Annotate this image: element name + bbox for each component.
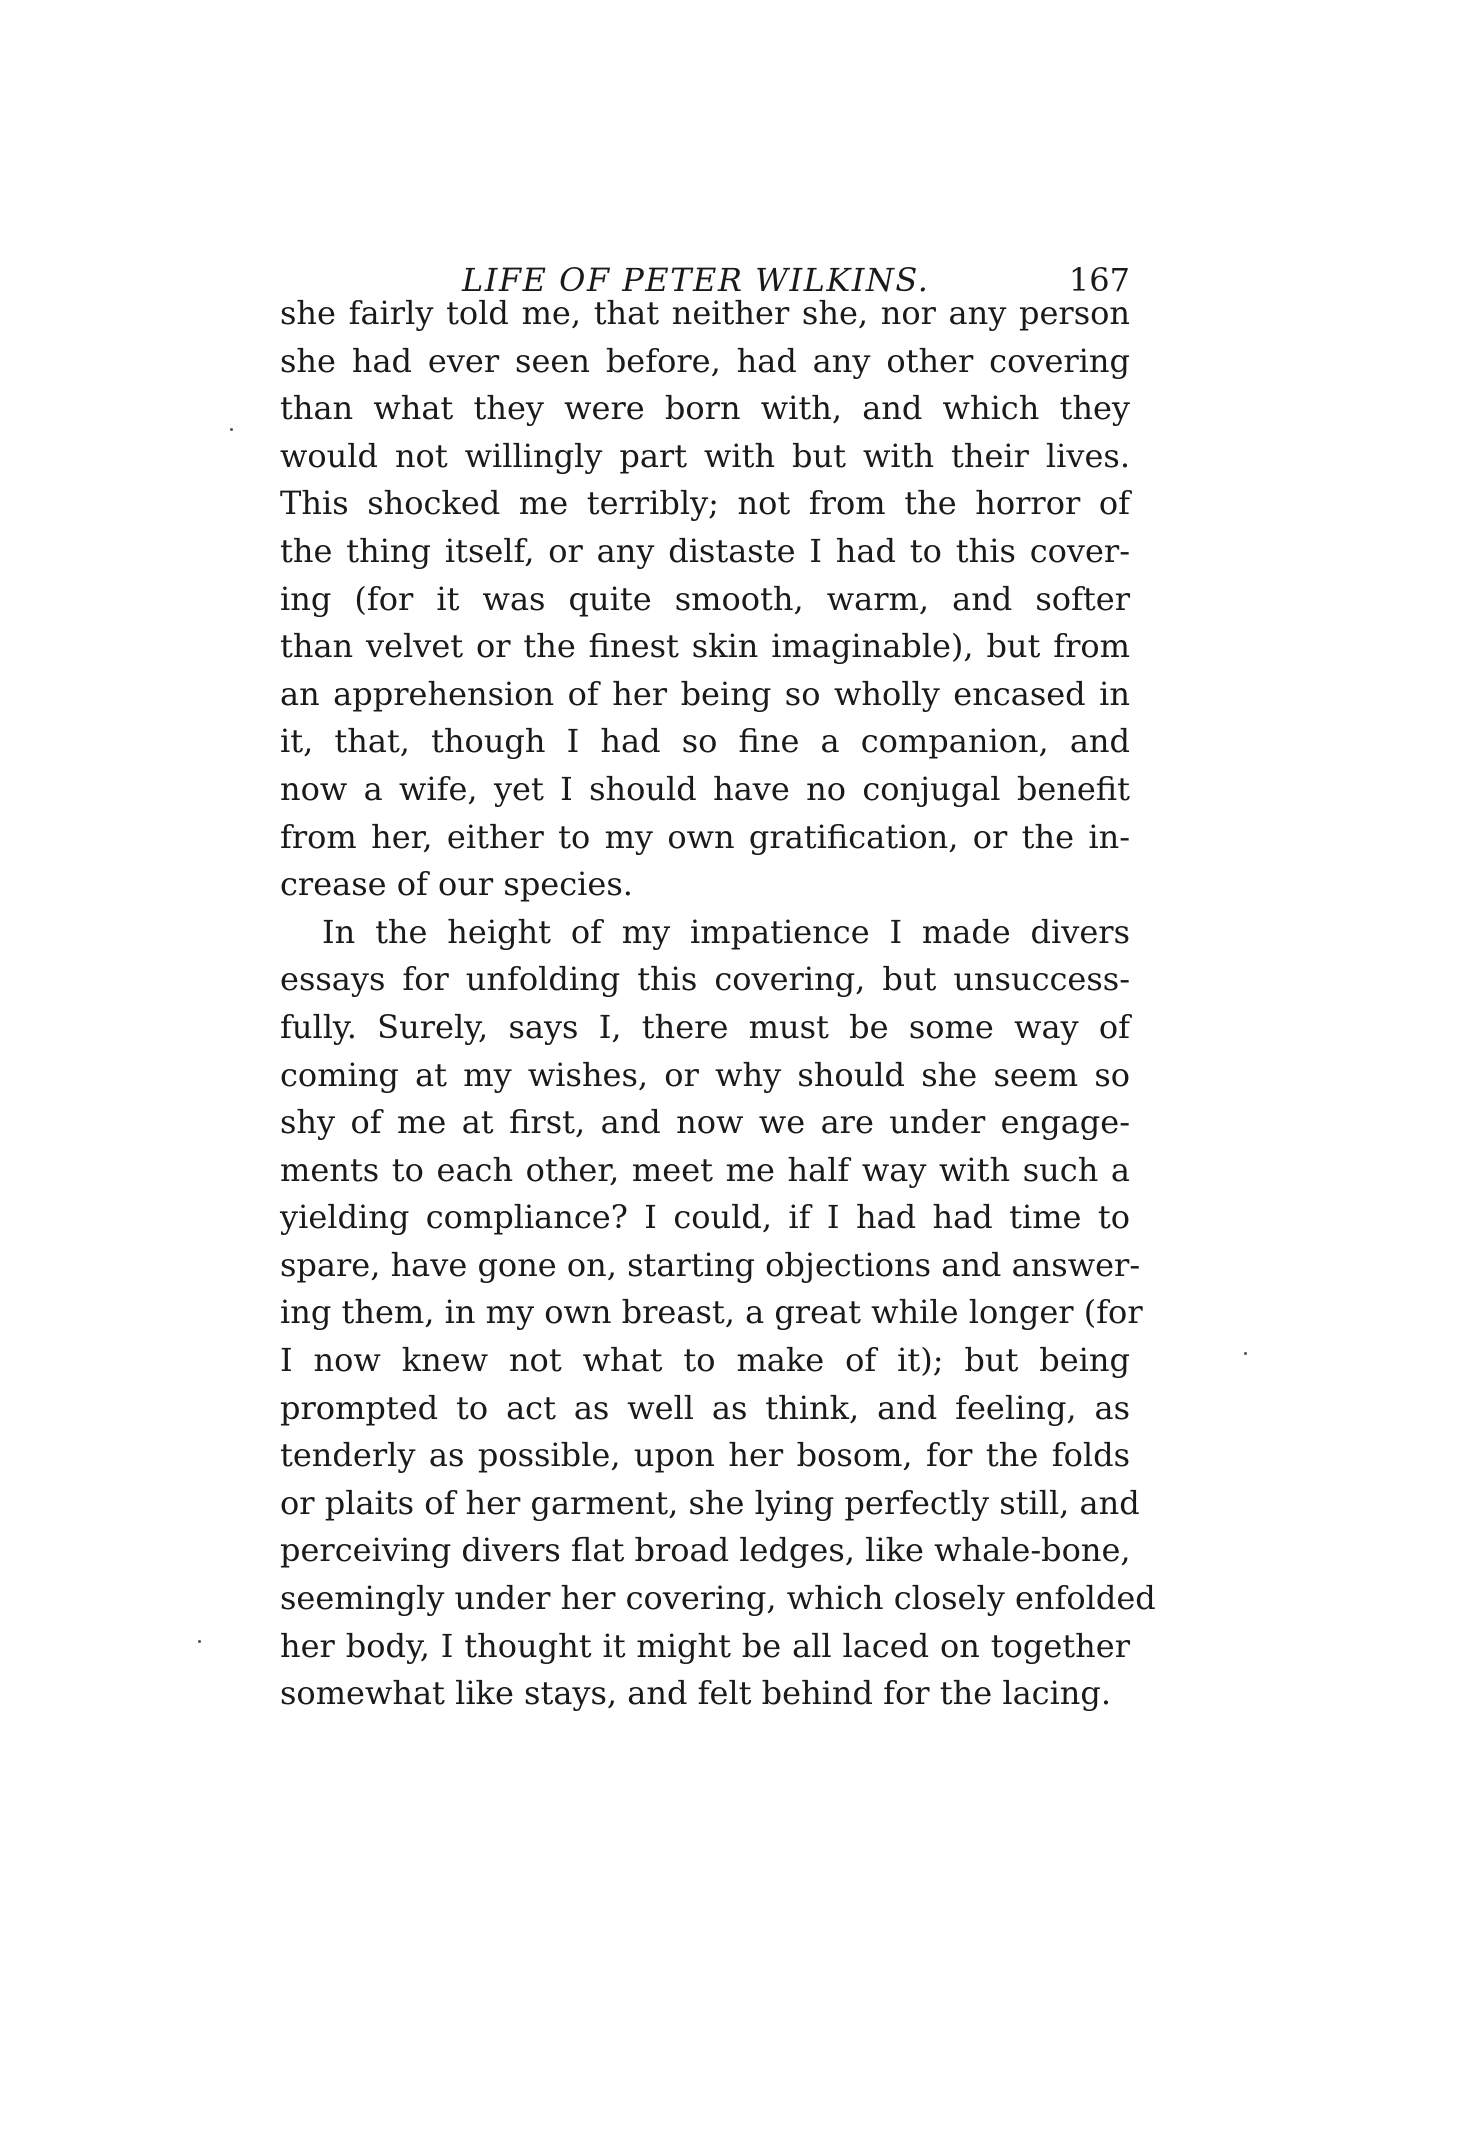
scan-speck — [198, 1640, 201, 1643]
text-line: yielding compliance? I could, if I had had time to — [280, 1198, 1130, 1237]
text-line: fully. Surely, says I, there must be some way of — [280, 1007, 1130, 1046]
text-line: her body, I thought it might be all laced on together — [280, 1626, 1130, 1665]
text-line: In the height of my impatience I made divers — [322, 912, 1130, 951]
text-line: than velvet or the finest skin imaginable), but from — [280, 627, 1130, 666]
scan-speck — [230, 428, 233, 431]
text-line: spare, have gone on, starting objections and answer- — [280, 1245, 1141, 1284]
text-line: essays for unfolding this covering, but unsuccess- — [280, 960, 1130, 999]
body-text — [280, 290, 1156, 1718]
running-title: LIFE OF PETER WILKINS. — [462, 261, 930, 299]
text-line: I now knew not what to make of it); but being — [280, 1341, 1130, 1380]
text-line: prompted to act as well as think, and feeling, as — [280, 1388, 1130, 1427]
text-line: crease of our species. — [280, 865, 633, 904]
text-line: ing (for it was quite smooth, warm, and softer — [280, 579, 1130, 618]
text-line: ing them, in my own breast, a great while longer (for — [280, 1293, 1143, 1332]
page-number: 167 — [1068, 261, 1130, 299]
text-line: tenderly as possible, upon her bosom, for the folds — [280, 1436, 1130, 1475]
text-line: ments to each other, meet me half way with such a — [280, 1150, 1130, 1189]
scan-speck — [1244, 1352, 1247, 1355]
text-line: than what they were born with, and which they — [280, 389, 1130, 428]
text-line: somewhat like stays, and felt behind for the lacing. — [280, 1674, 1112, 1713]
text-line: perceiving divers flat broad ledges, like whale-bone, — [280, 1531, 1131, 1570]
text-line: would not willingly part with but with their lives. — [280, 436, 1130, 475]
text-line: shy of me at first, and now we are under engage- — [280, 1103, 1130, 1142]
text-line: she fairly told me, that neither she, nor any person — [280, 294, 1130, 332]
text-line: or plaits of her garment, she lying perfectly still, and — [280, 1483, 1140, 1522]
text-line: This shocked me terribly; not from the horror of — [280, 484, 1130, 523]
text-line: seemingly under her covering, which closely enfolded — [280, 1579, 1156, 1618]
text-line: coming at my wishes, or why should she seem so — [280, 1055, 1130, 1094]
text-line: it, that, though I had so fine a companion, and — [280, 722, 1130, 761]
text-line: from her, either to my own gratification, or the in- — [280, 817, 1130, 856]
text-line: she had ever seen before, had any other covering — [280, 341, 1130, 380]
text-line: now a wife, yet I should have no conjugal benefit — [280, 769, 1130, 808]
text-line: the thing itself, or any distaste I had to this cover- — [280, 531, 1130, 570]
text-line: an apprehension of her being so wholly encased in — [280, 674, 1130, 713]
